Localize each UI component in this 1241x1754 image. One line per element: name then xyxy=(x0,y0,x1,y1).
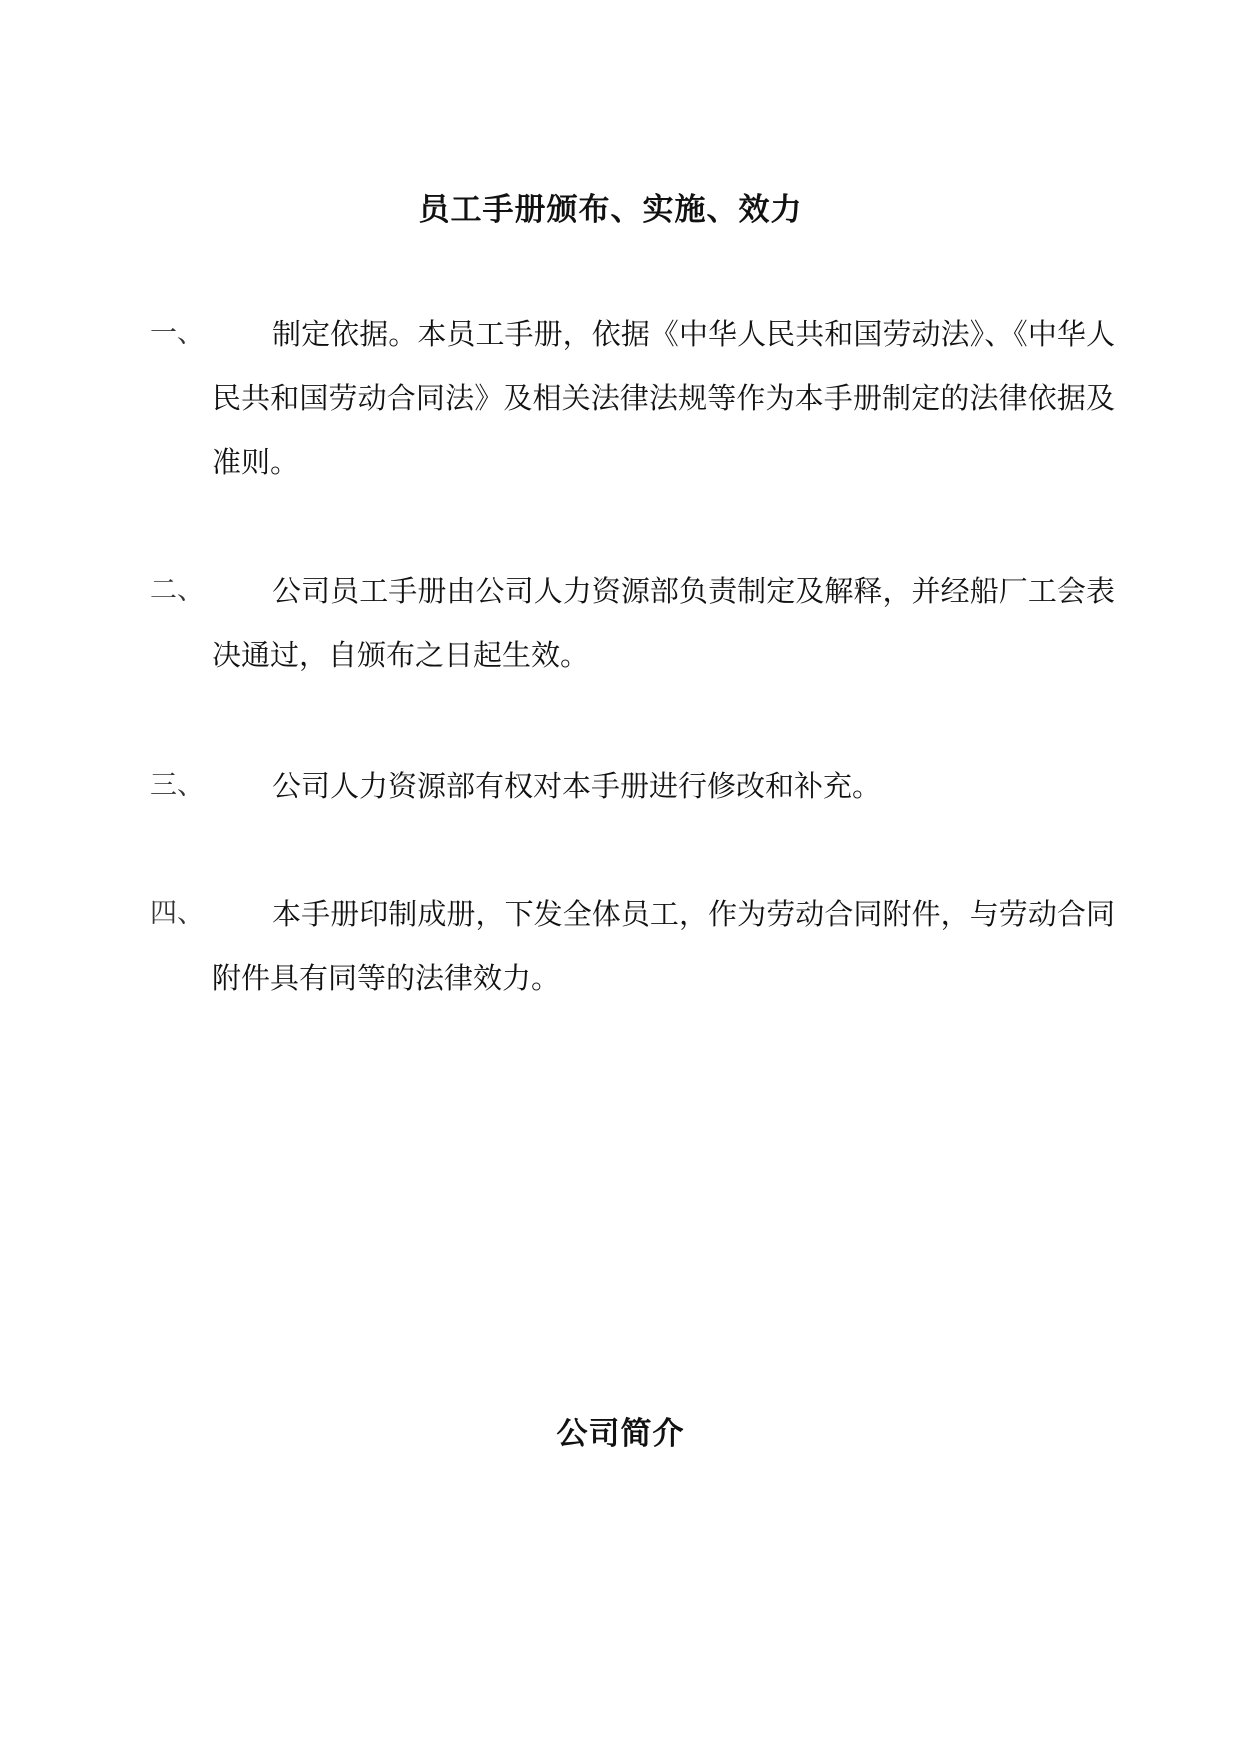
clause-text: 制定依据。本员工手册，依据《中华人民共和国劳动法》、《中华人民共和国劳动合同法》及相关法律法规等作为本手册制定的法律依据及准则。 xyxy=(212,317,1115,479)
clause-number: 一、 xyxy=(150,318,204,349)
document-title: 员工手册颁布、实施、效力 xyxy=(418,192,803,228)
clause-item xyxy=(150,559,1115,687)
clause-number: 三、 xyxy=(150,770,204,801)
clause-text: 公司人力资源部有权对本手册进行修改和补充。 xyxy=(272,769,882,803)
clause-item xyxy=(150,302,1115,494)
clause-text: 本手册印制成册，下发全体员工，作为劳动合同附件，与劳动合同附件具有同等的法律效力。 xyxy=(212,897,1115,995)
clause-number: 四、 xyxy=(150,898,204,929)
clause-number: 二、 xyxy=(150,575,204,606)
clause-item xyxy=(150,754,1115,818)
section-title-company-intro: 公司简介 xyxy=(556,1416,685,1452)
clause-text: 公司员工手册由公司人力资源部负责制定及解释，并经船厂工会表决通过，自颁布之日起生效。 xyxy=(212,574,1115,672)
clause-item xyxy=(150,882,1115,1010)
